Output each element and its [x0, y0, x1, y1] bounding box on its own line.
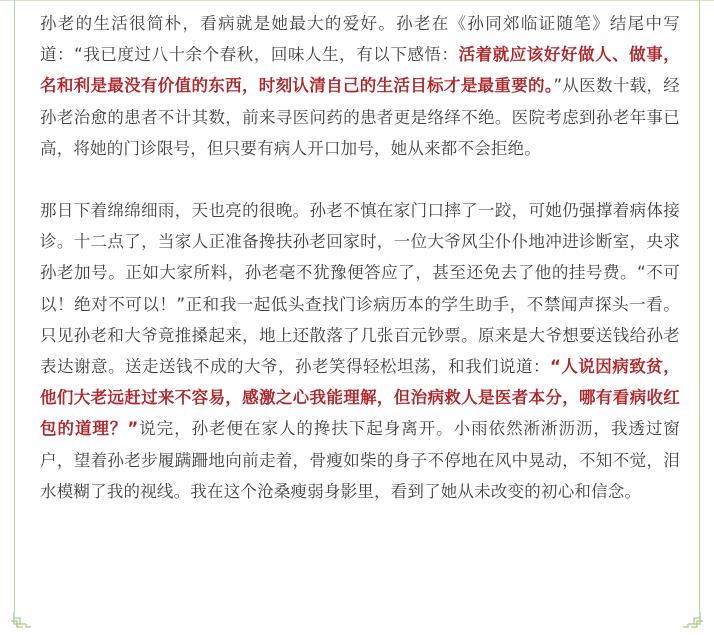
- lattice-corner-ornament-icon: [10, 611, 32, 629]
- lattice-corner-ornament-icon: [682, 611, 704, 629]
- bottom-border-line: [0, 0, 714, 1]
- paragraph-1: [40, 8, 680, 164]
- right-border-line: [699, 0, 700, 612]
- paragraph-2-text-end: 说完，孙老便在家人的搀扶下起身离开。小雨依然淅淅沥沥，我透过窗户，望着孙老步履蹒跚地向前走着，骨瘦如柴的身子不停地在风中晃动，不知不觉，泪水模糊了我的视线。我在这个沧桑瘦弱身影里，看到了她从未改变的初心和信念。: [40, 419, 681, 501]
- paragraph-2-text-start: 那日下着绵绵细雨，天也亮的很晚。孙老不慎在家门口摔了一跤，可她仍强撑着病体接诊。十二点了，当家人正准备搀扶孙老回家时，一位大爷风尘仆仆地冲进诊断室，央求孙老加号。正如大家所料，孙老毫不犹豫便答应了，甚至还免去了他的挂号费。“不可以！绝对不可以！”正和我一起低头查找门诊病历本的学生助手，不禁闻声探头一看。只见孙老和大爷竟推搡起来，地上还散落了几张百元钞票。原来是大爷想要送钱给孙老表达谢意。送走送钱不成的大爷，孙老笑得轻松坦荡，和我们说道：: [40, 201, 680, 377]
- left-border-line: [14, 0, 15, 612]
- paragraph-1-text-end: ”从医数十载，经孙老治愈的患者不计其数，前来寻医问药的患者更是络绎不绝。医院考虑到孙老年事已高，将她的门诊限号，但只要有病人开口加号，她从来都不会拒绝。: [40, 76, 681, 158]
- paragraph-2: [40, 195, 680, 507]
- paragraph-1-text-start: 孙老的生活很简朴，看病就是她最大的爱好。孙老在《孙同郊临证随笔》结尾中写道：“我已度过八十余个春秋，回味人生，有以下感悟：: [40, 14, 680, 65]
- paragraph-2-highlight-quote: “人说因病致贫，他们大老远赶过来不容易，感激之心我能理解，但治病救人是医者本分，哪有看病收红包的道理？”: [40, 357, 681, 439]
- paragraph-1-highlight-quote: 活着就应该好好做人、做事，名和利是最没有价值的东西，时刻认清自己的生活目标才是最重要的。: [40, 45, 680, 96]
- article-body: [40, 8, 680, 507]
